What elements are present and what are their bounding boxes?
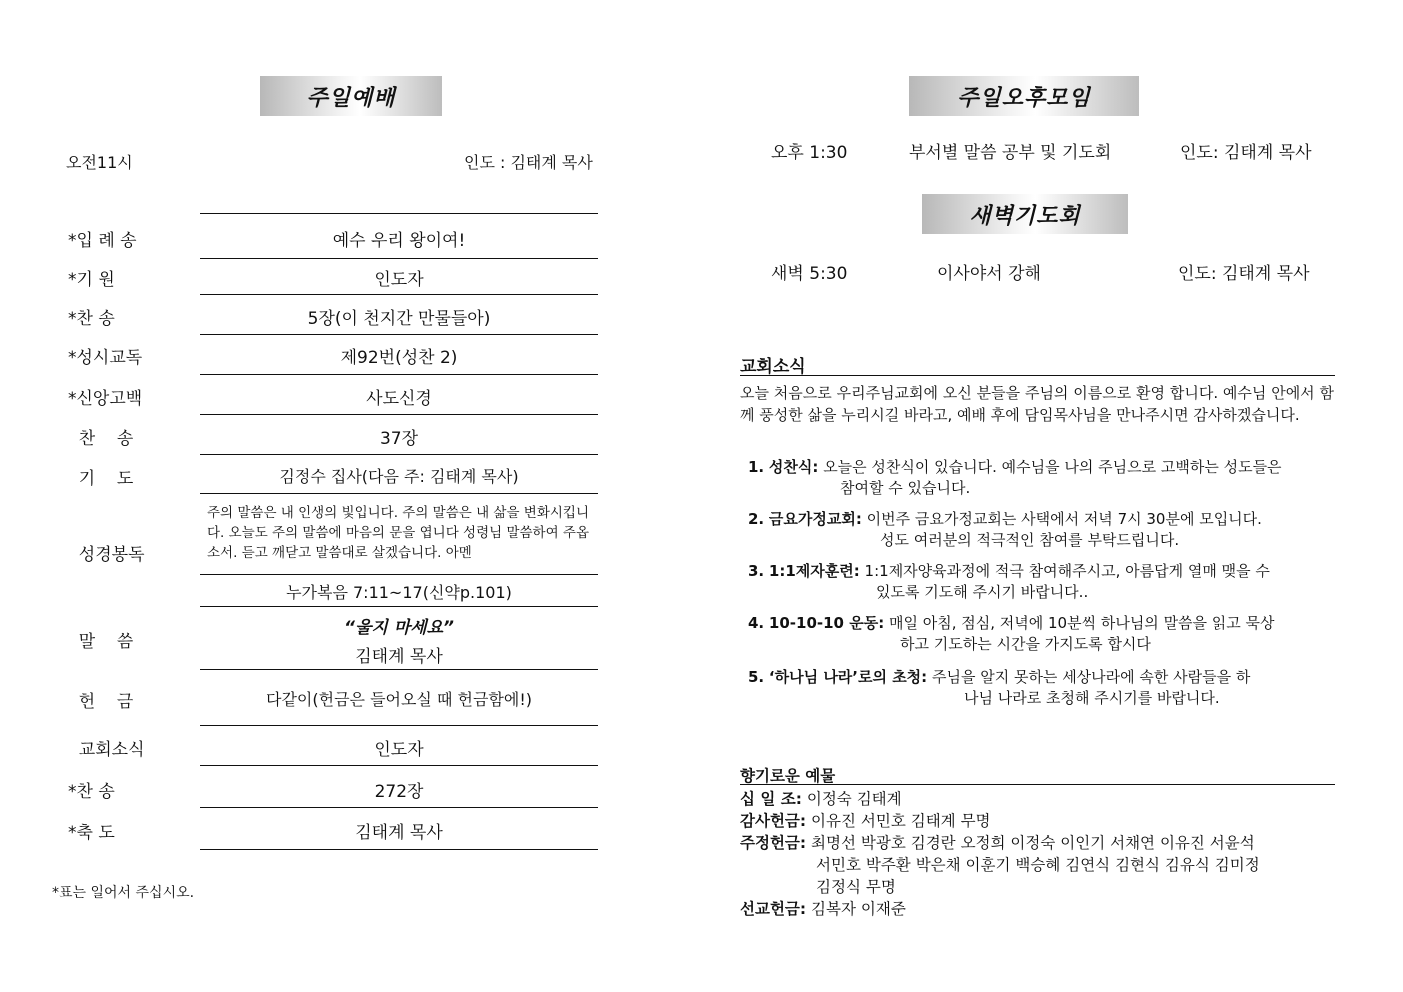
worship-leader: 인도 : 김태계 목사 bbox=[464, 153, 593, 172]
order-value: 인도자 bbox=[374, 740, 424, 760]
news-item-heading: 1:1제자훈련: bbox=[768, 562, 860, 580]
news-intro: 오늘 처음으로 우리주님교회에 오신 분들을 주님의 이름으로 환영 합니다. 예수님 안에서 함께 풍성한 삶을 누리시길 바라고, 예배 후에 담임목사님을 만나주시면 감사하겠습니다. bbox=[740, 384, 1334, 424]
table-line bbox=[200, 849, 598, 850]
order-value: 다같이(헌금은 들어오실 때 헌금함에!) bbox=[266, 690, 532, 709]
offering-label: 감사헌금: bbox=[740, 812, 807, 830]
news-item-text: 오늘은 성찬식이 있습니다. 예수님을 나의 주님으로 고백하는 성도들은 bbox=[823, 458, 1282, 476]
dawn-title: 새벽기도회 bbox=[969, 203, 1081, 229]
order-label: *기 원 bbox=[68, 270, 115, 290]
order-value: 김정수 집사(다음 주: 김태계 목사) bbox=[279, 467, 519, 486]
table-line bbox=[200, 334, 598, 335]
news-item-heading: 성찬식: bbox=[768, 458, 819, 476]
offering-row-cont bbox=[816, 876, 896, 898]
order-label: 찬 송 bbox=[68, 429, 134, 449]
order-label: *축 도 bbox=[68, 823, 115, 843]
order-value: 김태계 목사 bbox=[355, 823, 443, 843]
order-value: 인도자 bbox=[374, 270, 424, 290]
afternoon-time: 오후 1:30 bbox=[771, 143, 848, 163]
offering-names: 서민호 박주환 박은채 이훈기 백승혜 김연식 김현식 김유식 김미정 bbox=[816, 856, 1260, 874]
offering-row bbox=[740, 788, 902, 810]
order-label: 헌 금 bbox=[68, 692, 134, 712]
news-item bbox=[748, 613, 1334, 655]
news-title-underline bbox=[740, 375, 1335, 376]
news-item bbox=[748, 561, 1334, 603]
table-line bbox=[200, 669, 598, 670]
news-item bbox=[748, 667, 1334, 709]
table-line bbox=[200, 725, 598, 726]
news-item-number: 1. bbox=[748, 458, 765, 476]
order-label: *성시교독 bbox=[68, 348, 143, 368]
table-line bbox=[200, 493, 598, 494]
offering-row-cont bbox=[816, 854, 1260, 876]
news-item-text: 매일 아침, 점심, 저녁에 10분씩 하나님의 말씀을 읽고 묵상 bbox=[888, 614, 1275, 632]
afternoon-desc: 부서별 말씀 공부 및 기도회 bbox=[909, 143, 1112, 163]
news-item bbox=[748, 457, 1334, 499]
table-line bbox=[200, 374, 598, 375]
afternoon-title: 주일오후모임 bbox=[957, 85, 1091, 111]
table-line bbox=[200, 574, 598, 575]
order-label: 교회소식 bbox=[68, 740, 145, 760]
table-line bbox=[200, 414, 598, 415]
offering-label: 주정헌금: bbox=[740, 834, 807, 852]
offering-row bbox=[740, 832, 1255, 854]
offering-row bbox=[740, 898, 906, 920]
news-item-text-cont: 성도 여러분의 적극적인 참여를 부탁드립니다. bbox=[880, 531, 1180, 549]
news-title: 교회소식 bbox=[740, 357, 806, 377]
news-item-number: 3. bbox=[748, 562, 765, 580]
table-line bbox=[200, 258, 598, 259]
order-value: 5장(이 천지간 만물들아) bbox=[307, 309, 491, 329]
order-label: 성경봉독 bbox=[68, 545, 145, 565]
worship-title-banner bbox=[260, 76, 442, 116]
news-item-text-cont: 나님 나라로 초청해 주시기를 바랍니다. bbox=[964, 689, 1220, 707]
news-item-text: 이번주 금요가정교회는 사택에서 저녁 7시 30분에 모입니다. bbox=[866, 510, 1262, 528]
dawn-title-banner bbox=[922, 194, 1128, 234]
order-label: *찬 송 bbox=[68, 782, 115, 802]
offering-names: 이유진 서민호 김태계 무명 bbox=[811, 812, 991, 830]
news-item-heading: 금요가정교회: bbox=[768, 510, 862, 528]
offerings-title: 향기로운 예물 bbox=[740, 767, 836, 785]
table-line bbox=[200, 454, 598, 455]
dawn-leader: 인도: 김태계 목사 bbox=[1178, 264, 1310, 284]
scripture-reference: 누가복음 7:11~17(신약p.101) bbox=[286, 583, 512, 602]
offering-label: 십 일 조: bbox=[740, 790, 802, 808]
table-line bbox=[200, 606, 598, 607]
offering-row bbox=[740, 810, 991, 832]
news-item-number: 4. bbox=[748, 614, 765, 632]
offering-names: 김정식 무명 bbox=[816, 878, 896, 896]
news-item-text: 1:1제자양육과정에 적극 참여해주시고, 아름답게 열매 맺을 수 bbox=[864, 562, 1270, 580]
dawn-time: 새벽 5:30 bbox=[771, 264, 848, 284]
footnote: *표는 일어서 주십시오. bbox=[52, 885, 195, 901]
news-item-number: 5. bbox=[748, 668, 765, 686]
news-item-text-cont: 하고 기도하는 시간을 가지도록 합시다 bbox=[900, 635, 1151, 653]
order-value: 예수 우리 왕이여! bbox=[332, 231, 466, 251]
order-value: 제92번(성찬 2) bbox=[340, 348, 458, 368]
worship-time: 오전11시 bbox=[66, 153, 133, 172]
order-label: 기 도 bbox=[68, 469, 134, 489]
sermon-preacher: 김태계 목사 bbox=[355, 647, 443, 667]
order-value: 사도신경 bbox=[366, 389, 432, 409]
news-item-number: 2. bbox=[748, 510, 765, 528]
news-item-heading: 10-10-10 운동: bbox=[768, 614, 885, 632]
worship-title: 주일예배 bbox=[306, 85, 396, 111]
news-item-heading: ‘하나님 나라’로의 초청: bbox=[768, 668, 928, 686]
table-line bbox=[200, 294, 598, 295]
order-label: *입 례 송 bbox=[68, 231, 137, 251]
offering-names: 이정숙 김태계 bbox=[806, 790, 902, 808]
news-item-text: 주님을 알지 못하는 세상나라에 속한 사람들을 하 bbox=[931, 668, 1251, 686]
table-line bbox=[200, 213, 598, 214]
order-label: 말 씀 bbox=[68, 632, 134, 652]
offerings-title-underline bbox=[740, 784, 1335, 785]
news-item-text-cont: 있도록 기도해 주시기 바랍니다.. bbox=[876, 583, 1089, 601]
offering-names: 김복자 이재준 bbox=[811, 900, 906, 918]
afternoon-title-banner bbox=[909, 76, 1139, 116]
news-item-text-cont: 참여할 수 있습니다. bbox=[840, 479, 971, 497]
order-value: 37장 bbox=[379, 429, 419, 449]
order-label: *신앙고백 bbox=[68, 389, 143, 409]
news-item bbox=[748, 509, 1334, 551]
order-label: *찬 송 bbox=[68, 309, 115, 329]
afternoon-leader: 인도: 김태계 목사 bbox=[1180, 143, 1312, 163]
table-line bbox=[200, 765, 598, 766]
order-value: 272장 bbox=[374, 782, 424, 802]
sermon-title: “울지 마세요” bbox=[344, 618, 454, 638]
offering-label: 선교헌금: bbox=[740, 900, 807, 918]
scripture-prayer: 주의 말씀은 내 인생의 빛입니다. 주의 말씀은 내 삶을 변화시킵니다. 오늘도 주의 말씀에 마음의 문을 엽니다 성령님 말씀하여 주옵소서. 듣고 깨닫고 말씀대로 살겠습니다. 아멘 bbox=[207, 505, 589, 561]
table-line bbox=[200, 807, 598, 808]
offering-names: 최명선 박광호 김경란 오정희 이정숙 이인기 서채연 이유진 서윤석 bbox=[811, 834, 1255, 852]
dawn-desc: 이사야서 강해 bbox=[937, 264, 1041, 284]
